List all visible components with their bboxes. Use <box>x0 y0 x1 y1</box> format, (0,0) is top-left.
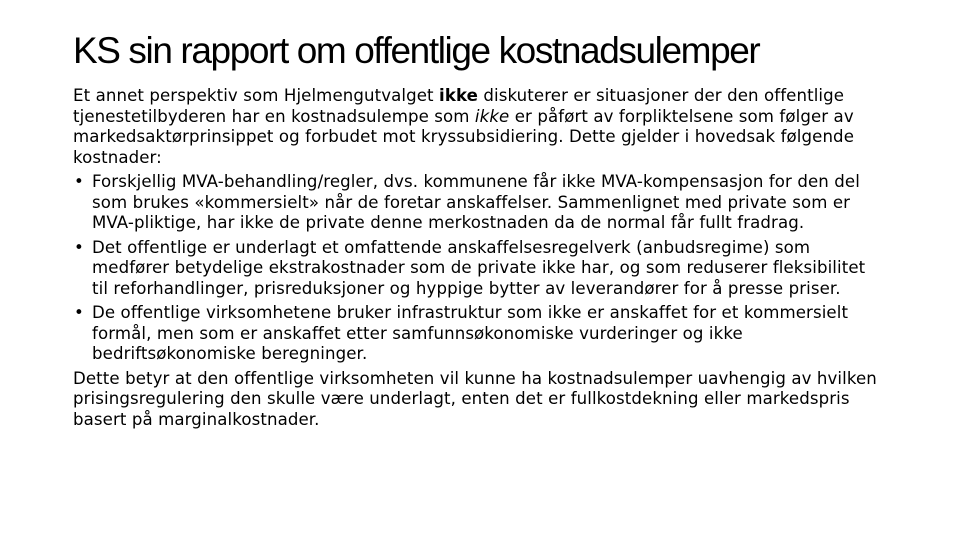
slide-body <box>73 86 885 430</box>
intro-italic-emphasis: ikke <box>474 106 510 126</box>
bullet-list <box>73 172 885 365</box>
bullet-item <box>73 172 885 234</box>
intro-text-3: er påført av forpliktelsene som følger av markedsaktørprinsippet og forbudet mot kryssubsidiering. Dette gjelder i hovedsak følgende kostnader: <box>73 106 854 167</box>
bullet-item <box>73 238 885 300</box>
intro-paragraph <box>73 86 885 168</box>
bullet-text: Det offentlige er underlagt et omfattende anskaffelsesregelverk (anbudsregime) som medfører betydelige ekstrakostnader som de private ikke har, og som reduserer fleksibilitet til reforhandlinger, prisreduksjoner og hyppige bytter av leverandører for å presse priser. <box>92 237 866 298</box>
bullet-icon: • <box>74 303 84 322</box>
slide-title: KS sin rapport om offentlige kostnadsulemper <box>73 30 760 71</box>
bullet-text: Forskjellig MVA-behandling/regler, dvs. kommunene får ikke MVA-kompensasjon for den del som brukes «kommersielt» når de foretar anskaffelser. Sammenlignet med private som er MVA-pliktige, har ikke de private denne merkostnaden da de normal får fullt fradrag. <box>92 172 860 232</box>
intro-text-1: Et annet perspektiv som Hjelmengutvalget <box>73 86 440 105</box>
closing-paragraph: Dette betyr at den offentlige virksomheten vil kunne ha kostnadsulemper uavhengig av hvilken prisingsregulering den skulle være underlagt, enten det er fullkostdekning eller markedspris basert på marginalkostnader. <box>73 368 877 429</box>
bullet-icon: • <box>74 172 84 191</box>
intro-text-2: diskuterer er situasjoner der den offentlige tjenestetilbyderen har en kostnadsulempe som <box>73 86 845 126</box>
bullet-text: De offentlige virksomhetene bruker infrastruktur som ikke er anskaffet for et kommersielt formål, men som er anskaffet etter samfunnsøkonomiske vurderinger og ikke bedriftsøkonomiske beregninger. <box>92 303 849 363</box>
intro-bold-emphasis: ikke <box>439 86 479 105</box>
bullet-item <box>73 303 885 365</box>
bullet-icon: • <box>74 237 84 257</box>
